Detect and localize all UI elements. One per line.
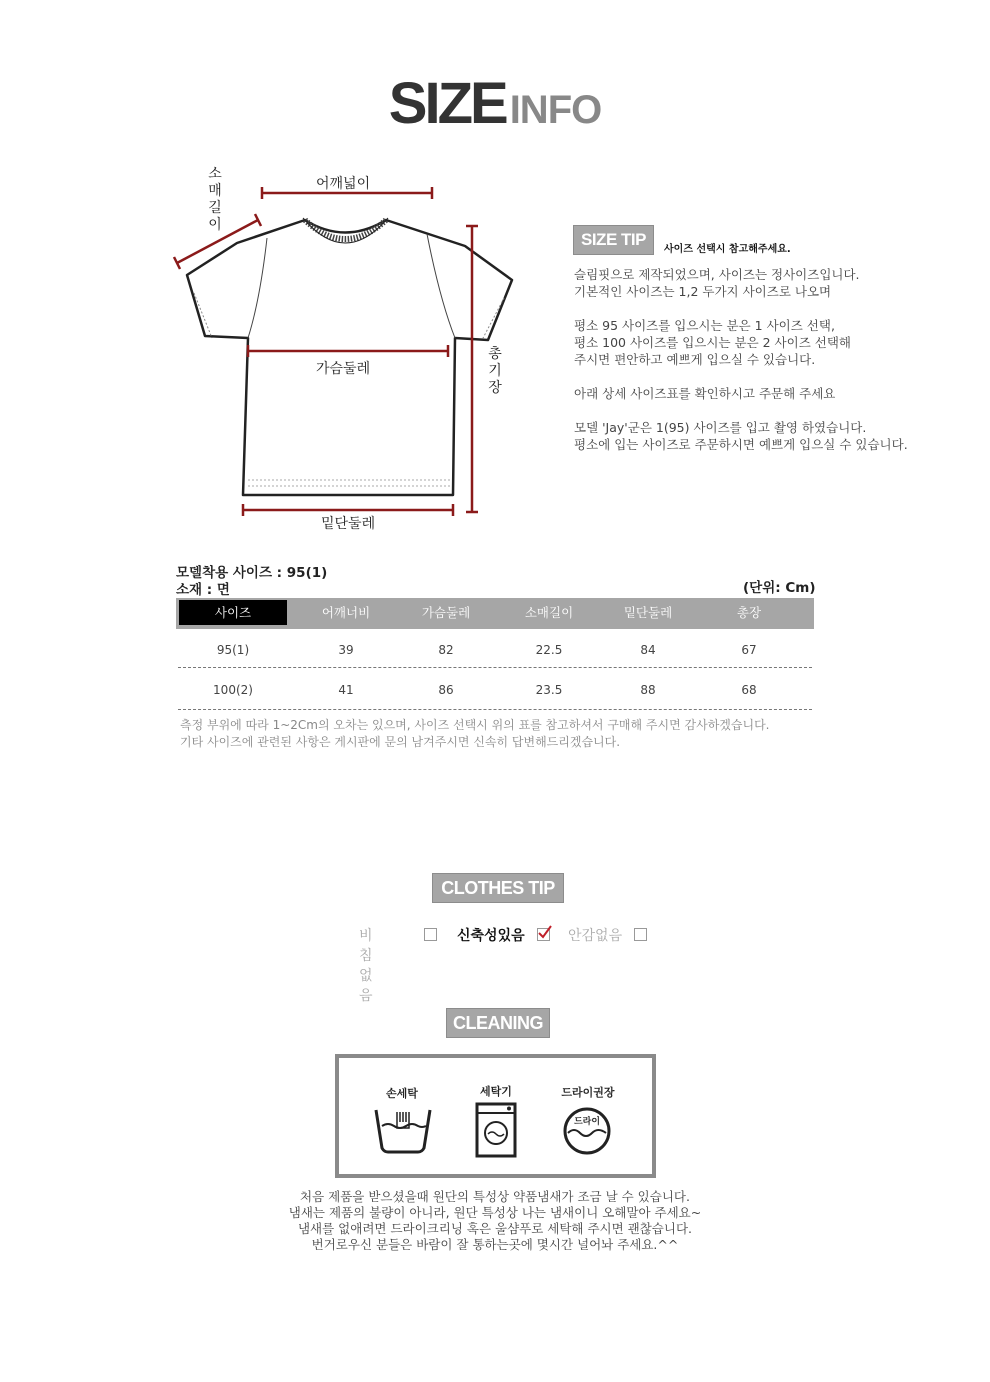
- cleaning-note: 냄새는 제품의 불량이 아니라, 원단 특성상 나는 냄새이니 오해말아 주세요~: [288, 1205, 702, 1220]
- check-icon: [537, 925, 552, 940]
- unit-label: (단위: Cm): [743, 580, 816, 596]
- hand-wash-label: 손세탁: [386, 1087, 418, 1100]
- washing-machine-icon: [475, 1102, 517, 1158]
- size-tip-line: 슬림핏으로 제작되었으며, 사이즈는 정사이즈입니다.: [574, 267, 860, 282]
- chest-label: 가슴둘레: [316, 361, 371, 377]
- size-tip-line: 평소에 입는 사이즈로 주문하시면 예쁘게 입으실 수 있습니다.: [574, 437, 908, 452]
- header-title-sub: INFO: [509, 88, 602, 132]
- cleaning-note: 처음 제품을 받으셨을때 원단의 특성상 약품냄새가 조금 날 수 있습니다.: [300, 1189, 690, 1204]
- table-header-cell: 가슴둘레: [421, 605, 471, 620]
- cleaning-note: 냄새를 없애려면 드라이크리닝 혹은 울샴푸로 세탁해 주시면 괜찮습니다.: [297, 1221, 693, 1236]
- cleaning-note: 번거로우신 분들은 바람이 잘 통하는곳에 몇시간 널어놔 주세요.^^: [311, 1237, 679, 1252]
- option-no-lining-checkbox[interactable]: [634, 928, 647, 941]
- size-tip-line: 기본적인 사이즈는 1,2 두가지 사이즈로 나오며: [574, 284, 832, 299]
- size-tip-badge: SIZE TIP: [573, 225, 654, 255]
- table-header-cell: 소매길이: [524, 605, 574, 620]
- washing-machine-label: 세탁기: [480, 1085, 512, 1098]
- size-tip-text: [574, 266, 908, 453]
- total-length-label: 총 기 장: [488, 346, 502, 396]
- header-title-main: SIZE: [388, 71, 506, 136]
- table-header-cell: 어깨너비: [321, 605, 371, 620]
- size-note: 측정 부위에 따라 1~2Cm의 오차는 있으며, 사이즈 선택시 위의 표를 참고하셔서 구매해 주시면 감사하겠습니다.: [180, 718, 770, 732]
- size-tip-line: 아래 상세 사이즈표를 확인하시고 주문해 주세요: [574, 386, 836, 401]
- option-no-see-through-checkbox[interactable]: [424, 928, 437, 941]
- option-no-lining-label: 안감없음: [568, 928, 623, 944]
- dry-clean-icon-text: 드라이: [573, 1117, 601, 1127]
- page-header: [0, 70, 990, 137]
- hand-wash-icon: [374, 1108, 432, 1154]
- size-tip-note: 사이즈 선택시 참고해주세요.: [664, 244, 791, 255]
- size-tip-line: 주시면 편안하고 예쁘게 입으실 수 있습니다.: [574, 352, 816, 367]
- sleeve-length-label: 소 매 길 이: [208, 166, 222, 233]
- row-divider: [178, 667, 812, 668]
- size-tip-line: 평소 95 사이즈를 입으시는 분은 1 사이즈 선택,: [574, 318, 835, 333]
- option-no-see-through-label: 비침없음: [359, 928, 373, 1004]
- dry-clean-label: 드라이권장: [561, 1086, 615, 1099]
- cleaning-badge: CLEANING: [446, 1008, 550, 1038]
- size-tip-line: 평소 100 사이즈를 입으시는 분은 2 사이즈 선택해: [574, 335, 851, 350]
- option-stretch-checkbox[interactable]: [537, 928, 550, 941]
- size-tip-line: 모델 'Jay'군은 1(95) 사이즈를 입고 촬영 하였습니다.: [574, 420, 867, 435]
- size-table-header: [176, 598, 814, 629]
- table-header-cell: 총장: [736, 605, 762, 620]
- clothes-tip-badge: CLOTHES TIP: [432, 873, 564, 903]
- hem-label: 밑단둘레: [321, 516, 376, 532]
- model-size: 모델착용 사이즈 : 95(1): [176, 565, 328, 581]
- option-stretch-label: 신축성있음: [457, 928, 525, 944]
- shoulder-width-label: 어깨넓이: [316, 176, 371, 192]
- material: 소재 : 면: [176, 582, 230, 598]
- table-row: 100(2) 41 86 23.5 88 68: [213, 683, 757, 697]
- size-note: 기타 사이즈에 관련된 사항은 게시판에 문의 남겨주시면 신속히 답변해드리겠습니다.: [180, 735, 621, 749]
- table-header-cell: 밑단둘레: [623, 605, 673, 620]
- table-row: 95(1) 39 82 22.5 84 67: [216, 643, 757, 657]
- row-divider: [178, 709, 812, 710]
- table-header-cell: 사이즈: [179, 600, 287, 625]
